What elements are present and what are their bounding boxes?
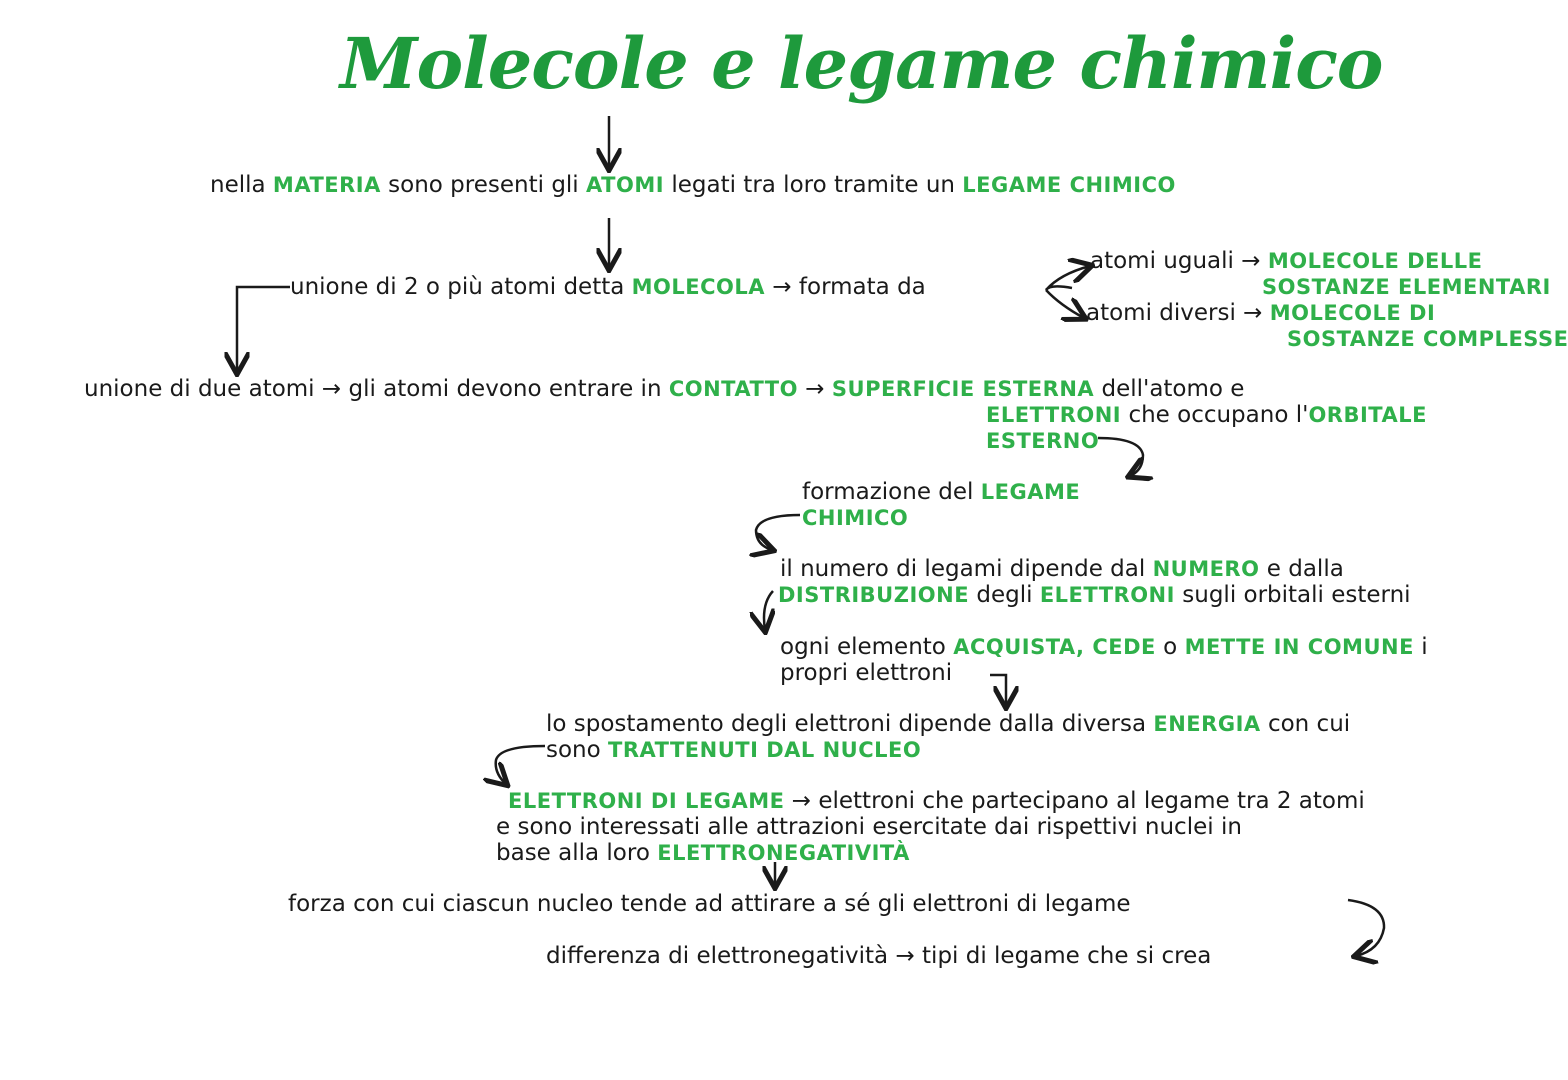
orbitale-line: ELETTRONI che occupano l'ORBITALE bbox=[986, 402, 1427, 428]
curved-arrow-icon bbox=[756, 515, 800, 550]
formazione-legame: formazione del LEGAME bbox=[802, 479, 1081, 505]
branch-arrow-icon bbox=[1046, 266, 1090, 290]
distribuzione-line: DISTRIBUZIONE degli ELETTRONI sugli orbitali esterni bbox=[778, 582, 1411, 608]
keyword-legame-chimico: LEGAME CHIMICO bbox=[962, 173, 1176, 197]
branch-equal-result: SOSTANZE ELEMENTARI bbox=[1262, 275, 1551, 299]
keyword-materia: MATERIA bbox=[272, 173, 381, 197]
elettroni-legame-2: e sono interessati alle attrazioni esercitate dai rispettivi nuclei in bbox=[496, 814, 1242, 840]
elemento-line-2: propri elettroni bbox=[780, 660, 953, 686]
curved-arrow-icon bbox=[496, 746, 545, 784]
page-title: Molecole e legame chimico bbox=[340, 22, 1383, 105]
esterno-line: ESTERNO bbox=[986, 429, 1100, 453]
spostamento-line: lo spostamento degli elettroni dipende dalla diversa ENERGIA con cui bbox=[546, 711, 1351, 737]
elettroni-legame-3: base alla loro ELETTRONEGATIVITÀ bbox=[496, 840, 910, 866]
curved-arrow-icon bbox=[764, 591, 773, 630]
elemento-line: ogni elemento ACQUISTA, CEDE o METTE IN COMUNE i bbox=[780, 634, 1428, 660]
elettronegativita-definition: forza con cui ciascun nucleo tende ad attirare a sé gli elettroni di legame bbox=[288, 891, 1131, 917]
branch-different-result: SOSTANZE COMPLESSE bbox=[1287, 327, 1568, 351]
branch-equal-atoms: atomi uguali → MOLECOLE DELLE bbox=[1090, 248, 1483, 274]
elettroni-legame: ELETTRONI DI LEGAME → elettroni che partecipano al legame tra 2 atomi bbox=[508, 788, 1365, 814]
branch-arrow-icon bbox=[1046, 290, 1084, 318]
keyword-atomi: ATOMI bbox=[586, 173, 665, 197]
molecola-definition: unione di 2 o più atomi detta MOLECOLA → formata da bbox=[290, 274, 926, 300]
contatto-statement: unione di due atomi → gli atomi devono entrare in CONTATTO → SUPERFICIE ESTERNA dell'atomo e bbox=[84, 376, 1245, 402]
keyword-superficie-esterna: SUPERFICIE ESTERNA bbox=[831, 377, 1095, 401]
formazione-legame-2: CHIMICO bbox=[802, 506, 909, 530]
spostamento-line-2: sono TRATTENUTI DAL NUCLEO bbox=[546, 737, 922, 763]
materia-statement: nella MATERIA sono presenti gli ATOMI legati tra loro tramite un LEGAME CHIMICO bbox=[210, 172, 1176, 198]
keyword-contatto: CONTATTO bbox=[668, 377, 798, 401]
curved-arrow-icon bbox=[1098, 438, 1143, 476]
differenza-line: differenza di elettronegatività → tipi di legame che si crea bbox=[546, 943, 1212, 969]
keyword-molecola: MOLECOLA bbox=[631, 275, 766, 299]
curved-arrow-icon bbox=[1348, 900, 1384, 956]
arrow-down-icon bbox=[237, 287, 290, 372]
branch-different-atoms: atomi diversi → MOLECOLE DI bbox=[1086, 300, 1436, 326]
curved-arrow-icon bbox=[990, 675, 1006, 706]
numero-legami: il numero di legami dipende dal NUMERO e dalla bbox=[780, 556, 1344, 582]
